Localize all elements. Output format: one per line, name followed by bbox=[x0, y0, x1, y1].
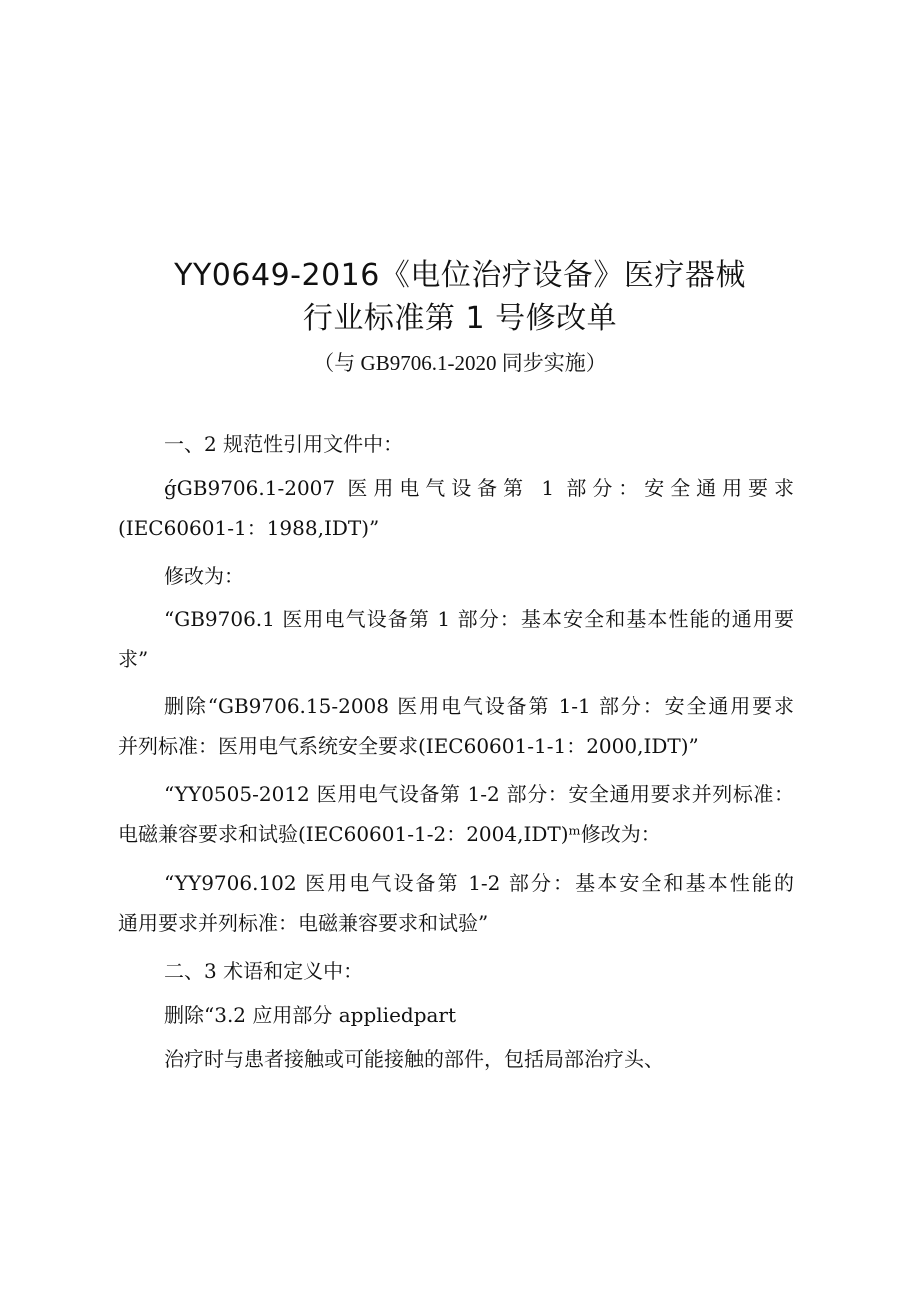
paragraph-yy0505-2012 bbox=[118, 774, 794, 854]
paragraph-line: ǵGB9706.1-2007 医用电气设备第 1 部分：安全通用要求 bbox=[164, 476, 794, 500]
document-title-line-1: YY0649-2016《电位治疗设备》医疗器械 bbox=[174, 258, 746, 293]
paragraph-line: 删除“GB9706.15-2008 医用电气设备第 1-1 部分：安全通用要求 bbox=[164, 694, 794, 718]
paragraph-terms-definitions bbox=[118, 951, 794, 991]
paragraph-line: 修改为： bbox=[164, 564, 244, 588]
paragraph-line: “GB9706.1 医用电气设备第 1 部分：基本安全和基本性能的通用要 bbox=[164, 607, 794, 631]
paragraph-line: 一、2 规范性引用文件中： bbox=[164, 432, 404, 456]
paragraph-line: “YY0505-2012 医用电气设备第 1-2 部分：安全通用要求并列标准： bbox=[164, 782, 794, 806]
paragraph-line: 电磁兼容要求和试验(IEC60601-1-2：2004,IDT)ᵐ修改为： bbox=[118, 822, 661, 846]
paragraph-line: “YY9706.102 医用电气设备第 1-2 部分：基本安全和基本性能的 bbox=[164, 871, 794, 895]
paragraph-applied-part-definition bbox=[118, 1039, 794, 1079]
document-title-line-2: 行业标准第 1 号修改单 bbox=[302, 301, 618, 336]
paragraph-delete-applied-part bbox=[118, 995, 794, 1035]
paragraph-delete-gb9706-15 bbox=[118, 686, 794, 766]
paragraph-gb9706-1 bbox=[118, 599, 794, 679]
paragraph-yy9706-102 bbox=[118, 863, 794, 943]
paragraph-line: 删除“3.2 应用部分 appliedpart bbox=[164, 1003, 457, 1027]
paragraph-modify-as bbox=[118, 556, 794, 596]
paragraph-normative-references bbox=[118, 424, 794, 464]
paragraph-gb9706-1-2007 bbox=[118, 468, 794, 548]
paragraph-line: (IEC60601-1：1988,IDT)” bbox=[118, 516, 380, 540]
paragraph-line: 并列标准：医用电气系统安全要求(IEC60601-1-1：2000,IDT)” bbox=[118, 734, 699, 758]
paragraph-line: 二、3 术语和定义中： bbox=[164, 959, 364, 983]
paragraph-line: 求” bbox=[118, 647, 149, 671]
document-subtitle: （与 GB9706.1-2020 同步实施） bbox=[313, 351, 607, 375]
paragraph-line: 治疗时与患者接触或可能接触的部件，包括局部治疗头、 bbox=[164, 1047, 664, 1071]
paragraph-line: 通用要求并列标准：电磁兼容要求和试验” bbox=[118, 911, 489, 935]
